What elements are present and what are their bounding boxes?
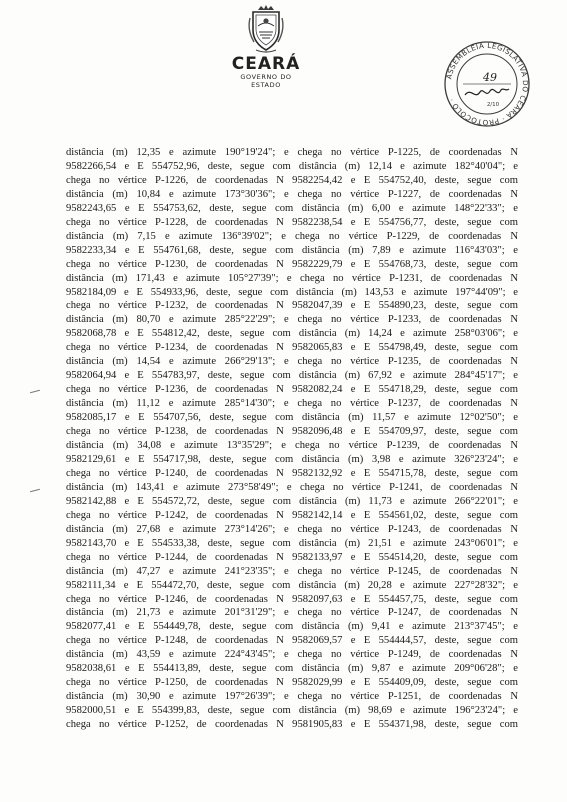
body-line: chega no vértice P-1240, de coordenadas N 9582132,92 e E 554715,78, deste, segue com: [66, 467, 518, 479]
state-coat-of-arms-icon: [244, 4, 288, 54]
body-line: 9582243,65 e E 554753,62, deste, segue com distância (m) 6,00 e azimute 148°22'33"; e: [66, 202, 518, 214]
stamp-ring-text: ASSEMBLÉIA LEGISLATIVA DO CEARÁ · PROTOCOLO ·: [444, 40, 531, 128]
state-name: CEARÁ: [231, 54, 301, 74]
body-line: chega no vértice P-1232, de coordenadas N 9582047,39 e E 554890,23, deste, segue com: [66, 300, 518, 312]
body-line: 9582038,61 e E 554413,89, deste, segue com distância (m) 9,87 e azimute 209°06'28"; e: [66, 663, 518, 675]
body-line: distância (m) 12,35 e azimute 190°19'24"; e chega no vértice P-1225, de coordenadas N: [66, 147, 518, 158]
body-line: distância (m) 14,54 e azimute 266°29'13"; e chega no vértice P-1235, de coordenadas N: [66, 356, 518, 368]
body-line: 9582068,78 e E 554812,42, deste, segue com distância (m) 14,24 e azimute 258°03'06"; e: [66, 328, 518, 340]
body-line: 9582064,94 e E 554783,97, deste, segue com distância (m) 67,92 e azimute 284°45'17"; e: [66, 370, 518, 382]
stamp-number: 49: [483, 71, 497, 84]
signature-mark: [465, 89, 509, 95]
body-line: distância (m) 27,68 e azimute 273°14'26"; e chega no vértice P-1243, de coordenadas N: [66, 523, 518, 535]
body-line: 9582111,34 e E 554472,70, deste, segue com distância (m) 20,28 e azimute 227°28'32"; e: [66, 579, 518, 591]
body-line: chega no vértice P-1246, de coordenadas N 9582097,63 e E 554457,75, deste, segue com: [66, 593, 518, 605]
body-line: chega no vértice P-1226, de coordenadas N 9582254,42 e E 554752,40, deste, segue com: [66, 174, 518, 186]
body-line: chega no vértice P-1238, de coordenadas N 9582096,48 e E 554709,97, deste, segue com: [66, 426, 518, 438]
margin-mark: [30, 390, 40, 394]
body-line: distância (m) 43,59 e azimute 224°43'45"; e chega no vértice P-1249, de coordenadas N: [66, 649, 518, 661]
government-label: GOVERNO DO ESTADO: [240, 73, 292, 89]
letterhead: [226, 4, 306, 89]
protocol-stamp: [443, 40, 531, 128]
body-line: 9582184,09 e E 554933,96, deste, segue com distância (m) 143,53 e azimute 197°44'09"; e: [66, 286, 518, 298]
body-line: 9582266,54 e E 554752,96, deste, segue com distância (m) 12,14 e azimute 182°40'04"; e: [66, 160, 518, 172]
body-line: distância (m) 143,41 e azimute 273°58'49"; e chega no vértice P-1241, de coordenadas N: [66, 481, 518, 493]
body-line: chega no vértice P-1234, de coordenadas N 9582065,83 e E 554798,49, deste, segue com: [66, 342, 518, 354]
body-line: chega no vértice P-1228, de coordenadas N 9582238,54 e E 554756,77, deste, segue com: [66, 216, 518, 228]
stamp-date: 2/10: [486, 102, 500, 108]
body-line: distância (m) 21,73 e azimute 201°31'29"; e chega no vértice P-1247, de coordenadas N: [66, 607, 518, 619]
body-line: chega no vértice P-1248, de coordenadas N 9582069,57 e E 554444,57, deste, segue com: [66, 635, 518, 647]
body-line: distância (m) 11,12 e azimute 285°14'30"; e chega no vértice P-1237, de coordenadas N: [66, 398, 518, 410]
body-line: chega no vértice P-1252, de coordenadas N 9581905,83 e E 554371,98, deste, segue com: [66, 719, 518, 731]
body-line: chega no vértice P-1230, de coordenadas N 9582229,79 e E 554768,73, deste, segue com: [66, 258, 518, 270]
body-line: 9582143,70 e E 554533,38, deste, segue com distância (m) 21,51 e azimute 243°06'01"; e: [66, 537, 518, 549]
body-line: distância (m) 10,84 e azimute 173°30'36"; e chega no vértice P-1227, de coordenadas N: [66, 188, 518, 200]
body-line: chega no vértice P-1236, de coordenadas N 9582082,24 e E 554718,29, deste, segue com: [66, 384, 518, 396]
document-body: [66, 146, 518, 732]
body-line: distância (m) 80,70 e azimute 285°22'29"; e chega no vértice P-1233, de coordenadas N: [66, 314, 518, 326]
body-line: 9582000,51 e E 554399,83, deste, segue com distância (m) 98,69 e azimute 196°23'24"; e: [66, 705, 518, 717]
body-line: 9582085,17 e E 554707,56, deste, segue com distância (m) 11,57 e azimute 12°02'50"; e: [66, 412, 518, 424]
body-line: distância (m) 30,90 e azimute 197°26'39"; e chega no vértice P-1251, de coordenadas N: [66, 691, 518, 703]
body-line: chega no vértice P-1250, de coordenadas N 9582029,99 e E 554409,09, deste, segue com: [66, 677, 518, 689]
body-line: chega no vértice P-1244, de coordenadas N 9582133,97 e E 554514,20, deste, segue com: [66, 551, 518, 563]
margin-mark: [30, 489, 40, 493]
body-line: 9582233,34 e E 554761,68, deste, segue com distância (m) 7,89 e azimute 116°43'03"; e: [66, 244, 518, 256]
body-line: 9582077,41 e E 554449,78, deste, segue com distância (m) 9,41 e azimute 213°37'45"; e: [66, 621, 518, 633]
body-line: distância (m) 7,15 e azimute 136°39'02"; e chega no vértice P-1229, de coordenadas N: [66, 230, 518, 242]
body-line: 9582142,88 e E 554572,72, deste, segue com distância (m) 11,73 e azimute 266°22'01"; e: [66, 495, 518, 507]
body-line: distância (m) 47,27 e azimute 241°23'35"; e chega no vértice P-1245, de coordenadas N: [66, 565, 518, 577]
body-line: chega no vértice P-1242, de coordenadas N 9582142,14 e E 554561,02, deste, segue com: [66, 509, 518, 521]
body-line: 9582129,61 e E 554717,98, deste, segue com distância (m) 3,98 e azimute 326°23'24"; e: [66, 453, 518, 465]
body-line: distância (m) 171,43 e azimute 105°27'39"; e chega no vértice P-1231, de coordenadas N: [66, 272, 518, 284]
body-line: distância (m) 34,08 e azimute 13°35'29"; e chega no vértice P-1239, de coordenadas N: [66, 440, 518, 452]
